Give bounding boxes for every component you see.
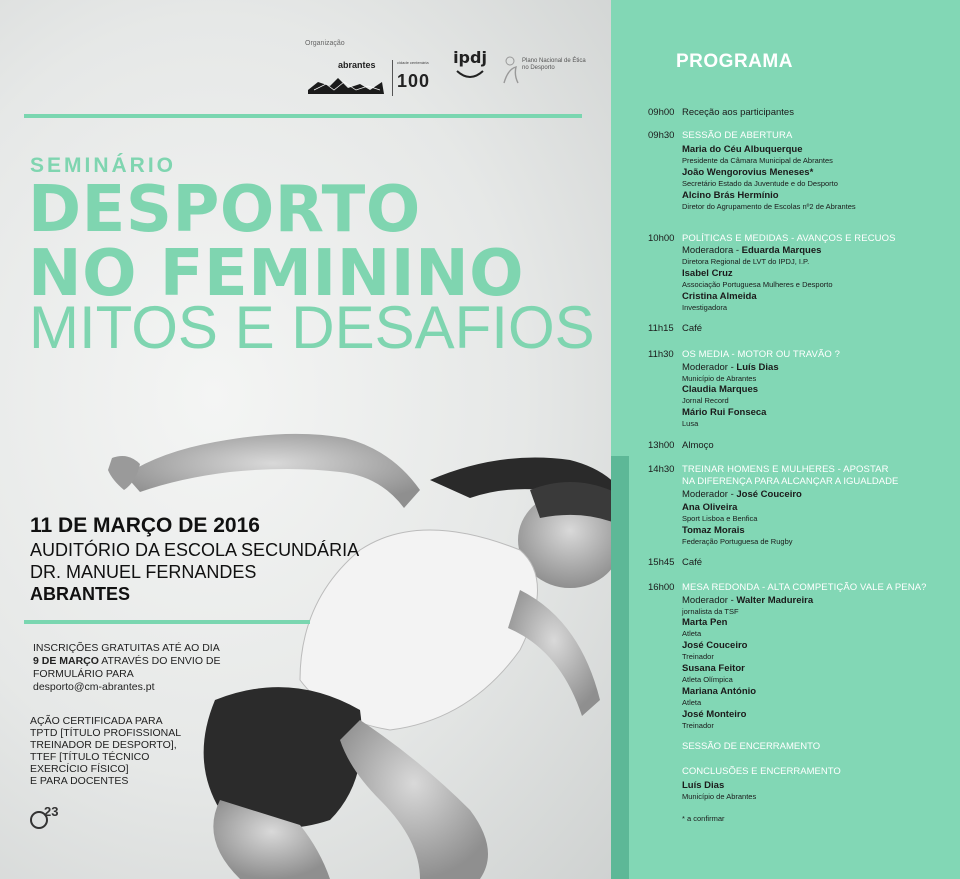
cert-line-5: EXERCÍCIO FÍSICO]: [30, 763, 129, 775]
speaker-affiliation: Atleta: [682, 698, 702, 707]
cert-line-4: TTEF [TÍTULO TÉCNICO: [30, 751, 150, 763]
session-0930: SESSÃO DE ABERTURA: [682, 130, 793, 141]
time-1300: 13h00: [648, 440, 675, 451]
pned-name: Plano Nacional de Ética no Desporto: [522, 58, 586, 71]
program-title: PROGRAMA: [676, 51, 793, 72]
speaker-name: José Monteiro: [682, 709, 747, 720]
speaker-affiliation: Investigadora: [682, 303, 728, 312]
closing-session: SESSÃO DE ENCERRAMENTO: [682, 741, 821, 752]
session-1600: MESA REDONDA - ALTA COMPETIÇÃO VALE A PENA?: [682, 582, 927, 593]
speaker-name: João Wengorovius Meneses*: [682, 167, 814, 178]
pned-logo: [500, 55, 595, 95]
ipdj-swoosh-icon: [455, 67, 485, 81]
slot-1545: [648, 557, 702, 568]
slot-0930: [648, 130, 792, 141]
athlete-photo: [0, 380, 611, 879]
session-1000: POLÍTICAS E MEDIDAS - AVANÇOS E RECUOS: [682, 233, 896, 244]
moderator-role: Moderadora -: [682, 245, 742, 256]
time-1000: 10h00: [648, 233, 675, 244]
centenary-number: 100: [397, 71, 431, 91]
time-1130: 11h30: [648, 349, 674, 360]
session-1430-line-1: TREINAR HOMENS E MULHERES - APOSTAR: [682, 464, 889, 475]
title-line-1: DESPORTO: [28, 173, 421, 247]
speaker-name: Ana Oliveira: [682, 502, 738, 513]
conclusions-session: CONCLUSÕES E ENCERRAMENTO: [682, 766, 841, 777]
moderator-line: [682, 362, 779, 373]
title-line-2: NO FEMININO: [28, 237, 525, 311]
speaker-name: Tomaz Morais: [682, 525, 745, 536]
moderator-affiliation: Diretora Regional de LVT do IPDJ, I.P.: [682, 257, 810, 266]
slot-1130: [648, 349, 840, 360]
moderator-role: Moderador -: [682, 595, 737, 606]
cert-line-6: E PARA DOCENTES: [30, 775, 129, 787]
moderator-line: [682, 245, 821, 256]
speaker-name: José Couceiro: [682, 640, 748, 651]
cert-line-3: TREINADOR DE DESPORTO],: [30, 739, 177, 751]
ipdj-logo: [449, 48, 491, 98]
registration-info: [33, 642, 263, 694]
abrantes-name: abrantes: [338, 60, 376, 70]
program-panel-shade: [611, 456, 629, 879]
speaker-name: Mário Rui Fonseca: [682, 407, 767, 418]
organization-label: Organização: [305, 40, 345, 47]
slot-1000: [648, 233, 896, 244]
moderator-role: Moderador -: [682, 489, 737, 500]
speaker-name: Marta Pen: [682, 617, 728, 628]
speaker-affiliation: Lusa: [682, 419, 699, 428]
registration-line-1: INSCRIÇÕES GRATUITAS ATÉ AO DIA: [33, 642, 220, 654]
slot-1300: [648, 440, 714, 451]
abrantes-logo: [308, 60, 386, 96]
confirmation-note: * a confirmar: [682, 814, 725, 823]
slot-1430: [648, 464, 889, 475]
speaker-affiliation: Jornal Record: [682, 396, 729, 405]
time-0900: 09h00: [648, 107, 675, 118]
speaker-affiliation: Atleta: [682, 629, 702, 638]
registration-line-2-rest: ATRAVÉS DO ENVIO DE: [98, 655, 221, 667]
logo-23: [30, 806, 70, 830]
registration-email[interactable]: desporto@cm-abrantes.pt: [33, 681, 155, 693]
logo-23-text: 23: [44, 804, 59, 819]
speaker-name: Isabel Cruz: [682, 268, 733, 279]
speaker-affiliation: Diretor do Agrupamento de Escolas nº2 de Abrantes: [682, 202, 856, 211]
slot-1600: [648, 582, 927, 593]
moderator-role: Moderador -: [682, 362, 737, 373]
slot-1115: [648, 323, 702, 334]
speaker-affiliation: Secretário Estado da Juventude e do Desporto: [682, 179, 838, 188]
certification-info: [30, 715, 230, 787]
moderator-line: [682, 595, 813, 606]
speaker-affiliation: Treinador: [682, 721, 714, 730]
centenary-logo: [392, 60, 440, 96]
venue-line-2: DR. MANUEL FERNANDES: [30, 562, 257, 582]
speaker-affiliation: Federação Portuguesa de Rugby: [682, 537, 793, 546]
event-date: 11 DE MARÇO DE 2016: [30, 514, 260, 537]
moderator-name: José Couceiro: [736, 489, 802, 500]
moderator-name: Luís Dias: [736, 362, 779, 373]
session-1430-line-2: NA DIFERENÇA PARA ALCANÇAR A IGUALDADE: [682, 476, 899, 487]
moderator-affiliation: Município de Abrantes: [682, 374, 757, 383]
venue-line-1: AUDITÓRIO DA ESCOLA SECUNDÁRIA: [30, 540, 360, 560]
speaker-name: Cristina Almeida: [682, 291, 757, 302]
time-1545: 15h45: [648, 557, 675, 568]
session-1545: Café: [682, 557, 703, 568]
title-line-3: MITOS E DESAFIOS: [29, 294, 595, 361]
time-1430: 14h30: [648, 464, 675, 475]
top-divider: [24, 114, 582, 118]
session-1130: OS MEDIA - MOTOR OU TRAVÃO ?: [682, 349, 840, 360]
registration-line-2: [33, 655, 263, 668]
registration-line-3: FORMULÁRIO PARA: [33, 668, 134, 680]
speaker-affiliation: Sport Lisboa e Benfica: [682, 514, 758, 523]
moderator-line: [682, 489, 802, 500]
speaker-name: Maria do Céu Albuquerque: [682, 144, 803, 155]
speaker-name: Luís Dias: [682, 780, 725, 791]
centenary-label: cidade centenária: [397, 60, 429, 65]
speaker-affiliation: Atleta Olímpica: [682, 675, 733, 684]
pned-figure-icon: [500, 55, 522, 87]
moderator-name: Walter Madureira: [736, 595, 814, 606]
registration-deadline: 9 DE MARÇO: [33, 655, 99, 667]
middle-divider: [24, 620, 310, 624]
venue-city: ABRANTES: [30, 584, 131, 604]
cert-line-1: AÇÃO CERTIFICADA PARA: [30, 715, 163, 727]
speaker-affiliation: Associação Portuguesa Mulheres e Desporto: [682, 280, 833, 289]
session-1300: Almoço: [682, 440, 714, 451]
moderator-affiliation: jornalista da TSF: [682, 607, 739, 616]
speaker-affiliation: Município de Abrantes: [682, 792, 757, 801]
speaker-name: Susana Feitor: [682, 663, 745, 674]
seminar-kicker: SEMINÁRIO: [30, 154, 177, 177]
speaker-name: Mariana António: [682, 686, 757, 697]
ipdj-name: ipdj: [453, 48, 487, 67]
moderator-name: Eduarda Marques: [741, 245, 822, 256]
time-0930: 09h30: [648, 130, 675, 141]
session-1115: Café: [682, 323, 703, 334]
speaker-name: Claudia Marques: [682, 384, 759, 395]
speaker-name: Alcino Brás Hermínio: [682, 190, 779, 201]
slot-0900: [648, 107, 794, 118]
time-1115: 11h15: [648, 323, 674, 334]
speaker-affiliation: Presidente da Câmara Municipal de Abrantes: [682, 156, 833, 165]
speaker-affiliation: Treinador: [682, 652, 714, 661]
time-1600: 16h00: [648, 582, 675, 593]
session-0900: Receção aos participantes: [682, 107, 794, 118]
cert-line-2: TPTD [TÍTULO PROFISSIONAL: [30, 727, 182, 739]
